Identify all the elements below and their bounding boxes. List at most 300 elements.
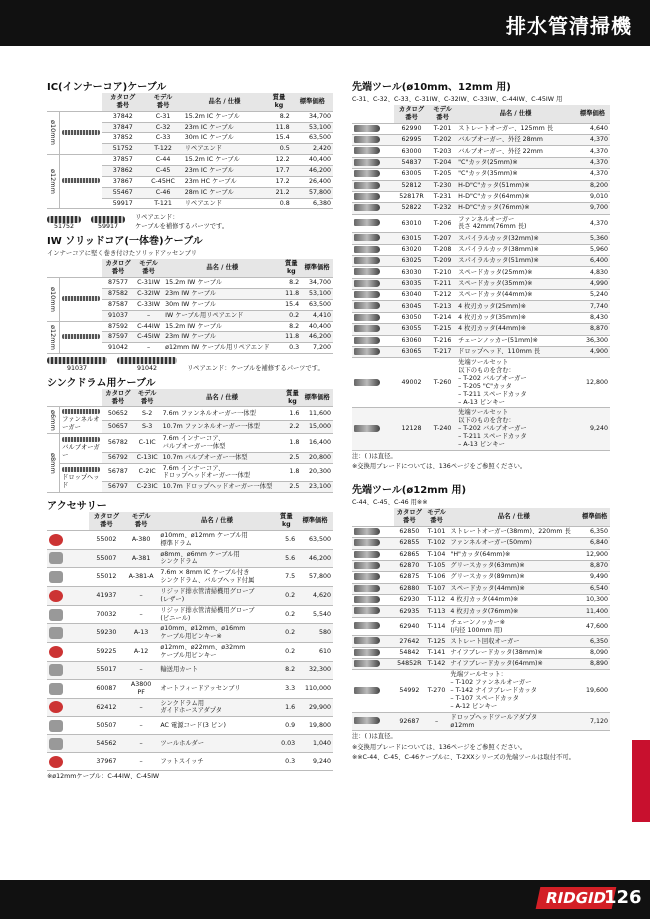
- catalog-number: 87597: [102, 332, 134, 343]
- product-name: 7.6m インナーコア、 ドロップヘッドオーガー一体型: [161, 463, 284, 482]
- product-image-cell: [60, 433, 103, 463]
- table-row: [47, 407, 333, 420]
- table-row: [352, 335, 610, 346]
- price-value: 4,370: [575, 135, 610, 146]
- model-number: T-231: [429, 191, 456, 202]
- tools12-note2: ※交換用ブレードについては、136ページをご参照ください。: [352, 743, 527, 751]
- tool-image-cell: [352, 647, 394, 658]
- price-value: 4,620: [297, 587, 333, 606]
- mass-value: 2.2: [283, 420, 301, 433]
- tool-image: [354, 314, 380, 321]
- table-row: [47, 321, 333, 332]
- price-value: 23,100: [301, 482, 333, 493]
- price-value: 46,200: [297, 549, 333, 568]
- tool-image: [354, 551, 380, 558]
- mass-value: 12.2: [266, 155, 291, 166]
- product-name: ø12mm IW ケーブル用リペアエンド: [163, 343, 281, 354]
- model-number: S-3: [134, 420, 161, 433]
- header-model: モデル 番号: [134, 259, 163, 277]
- product-name: スパイラルカッタ(51mm)※: [456, 256, 575, 267]
- model-number: T-214: [429, 312, 456, 323]
- table-row: [352, 606, 610, 617]
- model-number: A-12: [124, 643, 159, 662]
- accessory-image: [49, 552, 63, 564]
- tool-image: [354, 291, 380, 298]
- price-value: 9,240: [297, 753, 333, 771]
- catalog-number: 62870: [394, 560, 425, 571]
- model-number: T-101: [425, 526, 449, 537]
- tool-image: [354, 246, 380, 253]
- product-name: 4 枚刃カッタ(76mm)※: [448, 606, 579, 617]
- tool-image-cell: [352, 256, 394, 267]
- group-label: [47, 111, 60, 154]
- catalog-number: 12128: [394, 408, 429, 450]
- pic-label: 91037: [66, 364, 88, 372]
- catalog-number: 54852R: [394, 659, 425, 670]
- accessory-image: [49, 571, 63, 583]
- catalog-number: 87587: [102, 299, 134, 310]
- ic-section-title: IC(インナーコア)ケーブル: [47, 82, 167, 93]
- header-row: [47, 389, 333, 407]
- model-number: A3800 PF: [124, 679, 159, 698]
- product-name: ドロップヘッド、110mm 長: [456, 346, 575, 357]
- accessory-image: [49, 534, 63, 546]
- price-value: 16,400: [301, 433, 333, 452]
- tool-image: [354, 257, 380, 264]
- price-value: 63,500: [292, 133, 333, 144]
- table-row: [352, 256, 610, 267]
- product-image-cell: [60, 278, 103, 321]
- price-value: 4,830: [575, 267, 610, 278]
- price-value: 10,300: [579, 594, 610, 605]
- price-value: 8,870: [575, 324, 610, 335]
- price-value: 4,900: [575, 346, 610, 357]
- price-value: 20,800: [301, 452, 333, 463]
- product-name: 4 枚刃カッタ(35mm)※: [456, 312, 575, 323]
- product-name: ストレートオーガー、125mm 長: [456, 123, 575, 134]
- catalog-number: 54837: [394, 157, 429, 168]
- product-name: 先端ツールセット 以下のものを含む： – T-202 バルブオーガー – T-211 スペードカッタ – A-13 ピンキー: [456, 408, 575, 450]
- ridgid-logo: RIDGID: [536, 887, 617, 909]
- tool-image-cell: [352, 538, 394, 549]
- header-name: 品名 / 仕様: [161, 389, 284, 407]
- mass-value: 0.3: [281, 343, 301, 354]
- table-row: [352, 549, 610, 560]
- mass-value: 1.6: [283, 407, 301, 420]
- catalog-number: 51752: [102, 144, 143, 155]
- product-name: バルブオーガー、外径 28mm: [456, 135, 575, 146]
- price-value: 36,300: [575, 335, 610, 346]
- price-value: 32,300: [297, 661, 333, 679]
- model-number: T-122: [143, 144, 182, 155]
- header-catalog: カタログ 番号: [102, 259, 134, 277]
- model-number: C-1IC: [134, 433, 161, 452]
- model-number: T-217: [429, 346, 456, 357]
- product-name: グリースカッタ(63mm)※: [448, 560, 579, 571]
- product-name: 10.7m ドロップヘッドオーガー一体型: [161, 482, 284, 493]
- header-price: 標準価格: [579, 508, 610, 526]
- table-row: [47, 278, 333, 289]
- catalog-number: 52822: [394, 203, 429, 214]
- table-row: [352, 560, 610, 571]
- repair-end-image: [47, 357, 107, 364]
- mass-value: 0.5: [266, 144, 291, 155]
- section-tab: [632, 740, 650, 822]
- tool-image: [354, 219, 380, 226]
- price-value: 40,400: [292, 155, 333, 166]
- model-number: T-112: [425, 594, 449, 605]
- product-name: ツールホルダー: [158, 735, 275, 753]
- iw-section-title: IW ソリッドコア(一体巻)ケーブル: [47, 236, 203, 248]
- price-value: 63,500: [297, 530, 333, 549]
- price-value: 5,960: [575, 244, 610, 255]
- tool-image: [354, 379, 380, 386]
- model-number: T-113: [425, 606, 449, 617]
- price-value: 580: [297, 624, 333, 643]
- price-value: 40,400: [301, 321, 333, 332]
- catalog-number: 59225: [89, 643, 124, 662]
- catalog-number: 41937: [89, 587, 124, 606]
- table-row: [352, 290, 610, 301]
- catalog-number: 50507: [89, 717, 124, 735]
- price-value: 8,430: [575, 312, 610, 323]
- auger-label: バルブオーガー: [62, 444, 100, 460]
- price-value: 8,870: [579, 560, 610, 571]
- header-row: [47, 259, 333, 277]
- acc-table: [47, 512, 333, 771]
- catalog-number: 62990: [394, 123, 429, 134]
- header-model: モデル 番号: [429, 105, 456, 123]
- model-number: C-31IW: [134, 278, 163, 289]
- table-row: [47, 530, 333, 549]
- tool-image: [354, 573, 380, 580]
- model-number: –: [124, 717, 159, 735]
- table-row: [352, 670, 610, 712]
- tools12-subtitle: C-44、C-45、C-46 用※※: [352, 499, 428, 507]
- mass-value: 15.4: [281, 299, 301, 310]
- product-name: 先端ツールセット 以下のものを含む： – T-202 バルブオーガー – T-205 "C"カッタ – T-211 スペードカッタ – A-13 ピンキー: [456, 358, 575, 408]
- tools12-table: [352, 508, 610, 731]
- table-row: [352, 636, 610, 647]
- auger-label: ファンネルオーガー: [62, 416, 100, 432]
- accessory-image: [49, 609, 63, 621]
- mass-value: 15.4: [266, 133, 291, 144]
- price-value: 26,400: [292, 176, 333, 187]
- tools10-section-title: 先端ツール(ø10mm、12mm 用): [352, 82, 511, 93]
- product-name: ストレートオーガー(38mm)、220mm 長: [448, 526, 579, 537]
- table-row: [352, 617, 610, 636]
- catalog-number: 91037: [102, 310, 134, 321]
- product-name: 30m IC ケーブル: [183, 133, 266, 144]
- acc-note: ※ø12mmケーブル：C-44IW、C-45IW: [47, 773, 160, 781]
- repair-end-image: [91, 216, 125, 223]
- mass-value: 0.03: [276, 735, 298, 753]
- header-model: モデル 番号: [425, 508, 449, 526]
- product-name: スペードカッタ(44mm)※: [448, 583, 579, 594]
- product-name: 23m IW ケーブル: [163, 289, 281, 300]
- table-row: [352, 214, 610, 233]
- product-name: リジッド排水管清掃機用グローブ (レザー): [158, 587, 275, 606]
- price-value: 7,200: [301, 343, 333, 354]
- catalog-number: 62412: [89, 698, 124, 717]
- left-column: [47, 76, 333, 782]
- tool-image: [354, 425, 380, 432]
- cable-image: [62, 334, 100, 339]
- table-row: [352, 233, 610, 244]
- model-number: –: [124, 605, 159, 624]
- accessory-image: [49, 701, 63, 713]
- tool-image-cell: [352, 572, 394, 583]
- model-number: T-142: [425, 659, 449, 670]
- price-value: 34,700: [292, 111, 333, 122]
- mass-value: 1.8: [283, 463, 301, 482]
- product-name: IW ケーブル用リペアエンド: [163, 310, 281, 321]
- model-number: A-380: [124, 530, 159, 549]
- catalog-number: 59230: [89, 624, 124, 643]
- catalog-number: 87592: [102, 321, 134, 332]
- accessory-image-cell: [47, 568, 89, 587]
- mass-value: 2.5: [283, 482, 301, 493]
- model-number: T-205: [429, 169, 456, 180]
- price-value: 8,890: [579, 659, 610, 670]
- model-number: C-31: [143, 111, 182, 122]
- accessory-image-cell: [47, 679, 89, 698]
- catalog-number: 55002: [89, 530, 124, 549]
- catalog-number: 62935: [394, 606, 425, 617]
- tool-image-cell: [352, 191, 394, 202]
- tool-image-cell: [352, 526, 394, 537]
- table-row: [352, 346, 610, 357]
- catalog-number: 37862: [102, 166, 143, 177]
- mass-value: 7.5: [276, 568, 298, 587]
- mass-label: 質量: [272, 94, 286, 101]
- group-label: [47, 433, 60, 492]
- product-name: 7.6m × 8mm IC ケーブル付き シンクドラム、バルブヘッド付属: [158, 568, 275, 587]
- header-blank: [47, 93, 102, 111]
- catalog-number: 56797: [102, 482, 134, 493]
- catalog-number: 37852: [102, 133, 143, 144]
- product-name: スペードカッタ(25mm)※: [456, 267, 575, 278]
- catalog-number: 62855: [394, 538, 425, 549]
- product-name: 23m IW ケーブル: [163, 332, 281, 343]
- header-price: 標準価格: [297, 512, 333, 530]
- iw-table: [47, 259, 333, 354]
- accessory-image-cell: [47, 530, 89, 549]
- price-value: 1,040: [297, 735, 333, 753]
- model-number: C-45IW: [134, 332, 163, 343]
- table-row: [352, 358, 610, 408]
- accessory-image-cell: [47, 717, 89, 735]
- catalog-number: 62880: [394, 583, 425, 594]
- catalog-number: 54842: [394, 647, 425, 658]
- tool-image-cell: [352, 180, 394, 191]
- model-number: –: [124, 753, 159, 771]
- price-value: 12,900: [579, 549, 610, 560]
- tool-image: [354, 234, 380, 241]
- price-value: 6,350: [579, 526, 610, 537]
- product-name: 15.2m IC ケーブル: [183, 111, 266, 122]
- cable-image: [62, 178, 100, 183]
- model-number: T-270: [425, 670, 449, 712]
- table-row: [352, 408, 610, 450]
- product-name: ドロップヘッドツールアダプタ ø12mm: [448, 712, 579, 731]
- price-value: 5,360: [575, 233, 610, 244]
- price-value: 53,100: [301, 289, 333, 300]
- tool-image: [354, 528, 380, 535]
- tool-image: [354, 607, 380, 614]
- product-name: ファンネルオーガー 長さ 42mm(76mm 長): [456, 214, 575, 233]
- product-name: シンクドラム用 ガイドホースアダプタ: [158, 698, 275, 717]
- table-row: [47, 463, 333, 482]
- tool-image: [354, 302, 380, 309]
- header-mass: [276, 512, 298, 530]
- header-name: 品名 / 仕様: [448, 508, 579, 526]
- accessory-image: [49, 738, 63, 750]
- table-row: [352, 180, 610, 191]
- tool-image-cell: [352, 606, 394, 617]
- product-name: 4 枚刃カッタ(44mm)※: [456, 324, 575, 335]
- catalog-number: 63050: [394, 312, 429, 323]
- accessory-image-cell: [47, 624, 89, 643]
- header-catalog: カタログ 番号: [394, 508, 425, 526]
- product-name: 23m IC ケーブル: [183, 122, 266, 133]
- tool-image-cell: [352, 594, 394, 605]
- product-image-cell: [60, 155, 103, 209]
- mass-value: 5.6: [276, 530, 298, 549]
- model-number: C-13IC: [134, 452, 161, 463]
- product-name: "C"カッタ(35mm)※: [456, 169, 575, 180]
- catalog-number: 37847: [102, 122, 143, 133]
- tool-image-cell: [352, 290, 394, 301]
- acc-section-title: アクセサリー: [47, 501, 107, 513]
- model-number: T-240: [429, 408, 456, 450]
- mass-value: 8.2: [266, 111, 291, 122]
- group-text: ø6mm: [49, 409, 58, 431]
- accessory-image: [49, 646, 63, 658]
- tool-image: [354, 204, 380, 211]
- page-title: 排水管清掃機: [506, 14, 632, 38]
- mass-value: 5.6: [276, 549, 298, 568]
- model-number: C-33: [143, 133, 182, 144]
- price-value: 4,370: [575, 157, 610, 168]
- catalog-number: 62995: [394, 135, 429, 146]
- model-number: C-33IW: [134, 299, 163, 310]
- price-value: 57,800: [292, 187, 333, 198]
- catalog-number: 50652: [102, 407, 134, 420]
- cable-image: [62, 296, 100, 301]
- iw-repair-pics: [47, 357, 333, 372]
- price-value: 7,740: [575, 301, 610, 312]
- catalog-number: 63025: [394, 256, 429, 267]
- header-blank: [352, 508, 394, 526]
- catalog-number: 63045: [394, 301, 429, 312]
- model-number: A-13: [124, 624, 159, 643]
- tool-image: [354, 596, 380, 603]
- mass-unit: kg: [281, 521, 291, 528]
- tool-image-cell: [352, 346, 394, 357]
- tools10-note1: 注：( )は直径。: [352, 452, 397, 460]
- table-row: [352, 146, 610, 157]
- product-name: 15.2m IW ケーブル: [163, 278, 281, 289]
- catalog-number: 62850: [394, 526, 425, 537]
- price-value: 8,090: [579, 647, 610, 658]
- product-name: H-D"C"カッタ(64mm)※: [456, 191, 575, 202]
- model-number: T-202: [429, 135, 456, 146]
- table-row: [352, 324, 610, 335]
- ic-caption: リペアエンド： ケーブルを補修するパーツです。: [135, 214, 229, 231]
- page-number: 126: [604, 887, 642, 908]
- price-value: 6,540: [579, 583, 610, 594]
- pic-label: 51752: [53, 223, 75, 231]
- catalog-number: 62930: [394, 594, 425, 605]
- product-name: スパイラルカッタ(32mm)※: [456, 233, 575, 244]
- tool-image: [354, 649, 380, 656]
- header-blank: [47, 512, 89, 530]
- accessory-image-cell: [47, 661, 89, 679]
- tool-image-cell: [352, 636, 394, 647]
- catalog-number: 55007: [89, 549, 124, 568]
- group-label: [47, 407, 60, 434]
- model-number: T-206: [429, 214, 456, 233]
- accessory-image-cell: [47, 753, 89, 771]
- mass-value: 8.2: [281, 321, 301, 332]
- catalog-number: 56782: [102, 433, 134, 452]
- cable-image: [62, 130, 100, 135]
- table-row: [47, 753, 333, 771]
- header-row: [352, 105, 610, 123]
- accessory-image-cell: [47, 735, 89, 753]
- catalog-number: 49002: [394, 358, 429, 408]
- product-name: チェーンノッカー※ (内径 100mm 用): [448, 617, 579, 636]
- table-row: [47, 587, 333, 606]
- table-row: [352, 659, 610, 670]
- tools12-note3: ※※C-44、C-45、C-46ケーブルに、T-2XXシリーズの先端ツールは取付不可。: [352, 753, 575, 761]
- ic-table: [47, 93, 333, 209]
- tool-image: [354, 136, 380, 143]
- product-name: ファンネルオーガー(50mm): [448, 538, 579, 549]
- product-name: グリースカッタ(89mm)※: [448, 572, 579, 583]
- price-value: 4,410: [301, 310, 333, 321]
- price-value: 4,370: [575, 214, 610, 233]
- catalog-number: 56792: [102, 452, 134, 463]
- price-value: 19,800: [297, 717, 333, 735]
- cable-image: [62, 467, 100, 472]
- mass-value: 0.2: [276, 605, 298, 624]
- tool-image: [354, 337, 380, 344]
- model-number: A-381-A: [124, 568, 159, 587]
- tool-image-cell: [352, 267, 394, 278]
- model-number: T-125: [425, 636, 449, 647]
- price-value: 46,200: [292, 166, 333, 177]
- drum-section-title: シンクドラム用ケーブル: [47, 377, 156, 389]
- tool-image-cell: [352, 312, 394, 323]
- price-value: 4,370: [575, 146, 610, 157]
- model-number: T-211: [429, 278, 456, 289]
- tool-image: [354, 170, 380, 177]
- table-row: [47, 549, 333, 568]
- drum-table: [47, 389, 333, 493]
- tool-image: [354, 193, 380, 200]
- header-blank: [47, 389, 102, 407]
- header-mass: [266, 93, 291, 111]
- tool-image-cell: [352, 549, 394, 560]
- header-mass: [283, 389, 301, 407]
- price-value: 47,600: [579, 617, 610, 636]
- price-value: 9,700: [575, 203, 610, 214]
- tool-image: [354, 660, 380, 667]
- tool-image-cell: [352, 146, 394, 157]
- tools12-section-title: 先端ツール(ø12mm 用): [352, 485, 467, 497]
